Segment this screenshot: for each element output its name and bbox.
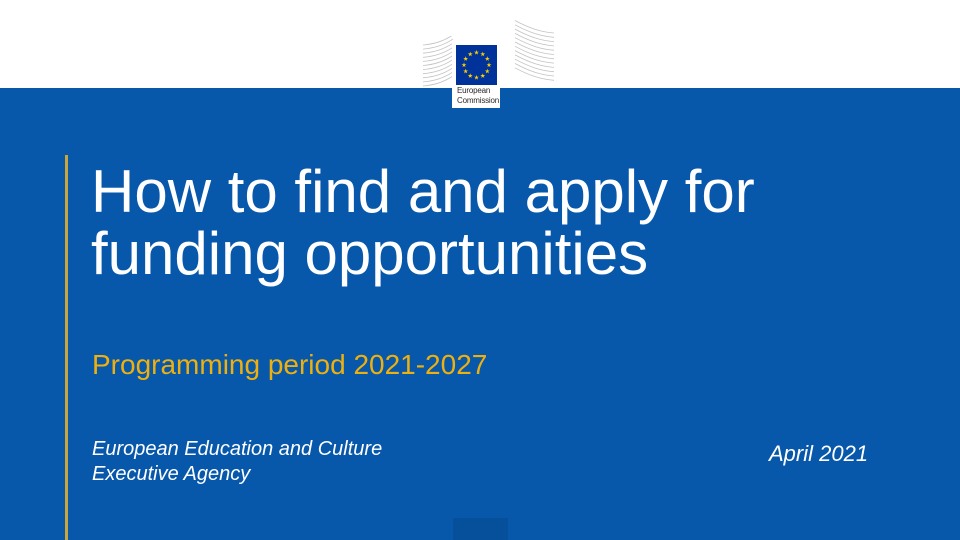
footer-accent-rect — [453, 518, 508, 540]
ec-logo-wordmark: European Commission — [457, 86, 500, 105]
yellow-accent-bar — [65, 155, 68, 540]
agency-name: European Education and Culture Executive Agency — [92, 438, 383, 485]
european-commission-logo — [452, 40, 500, 108]
eu-flag-icon — [456, 45, 497, 85]
ec-building-lines-right-icon — [514, 20, 554, 86]
slide-subtitle: Programming period 2021-2027 — [92, 349, 488, 380]
slide-date: April 2021 — [769, 441, 869, 466]
header-band — [0, 0, 960, 105]
ec-building-lines-left-icon — [423, 36, 454, 88]
slide-title: How to find and apply for funding opportunities — [91, 158, 755, 287]
